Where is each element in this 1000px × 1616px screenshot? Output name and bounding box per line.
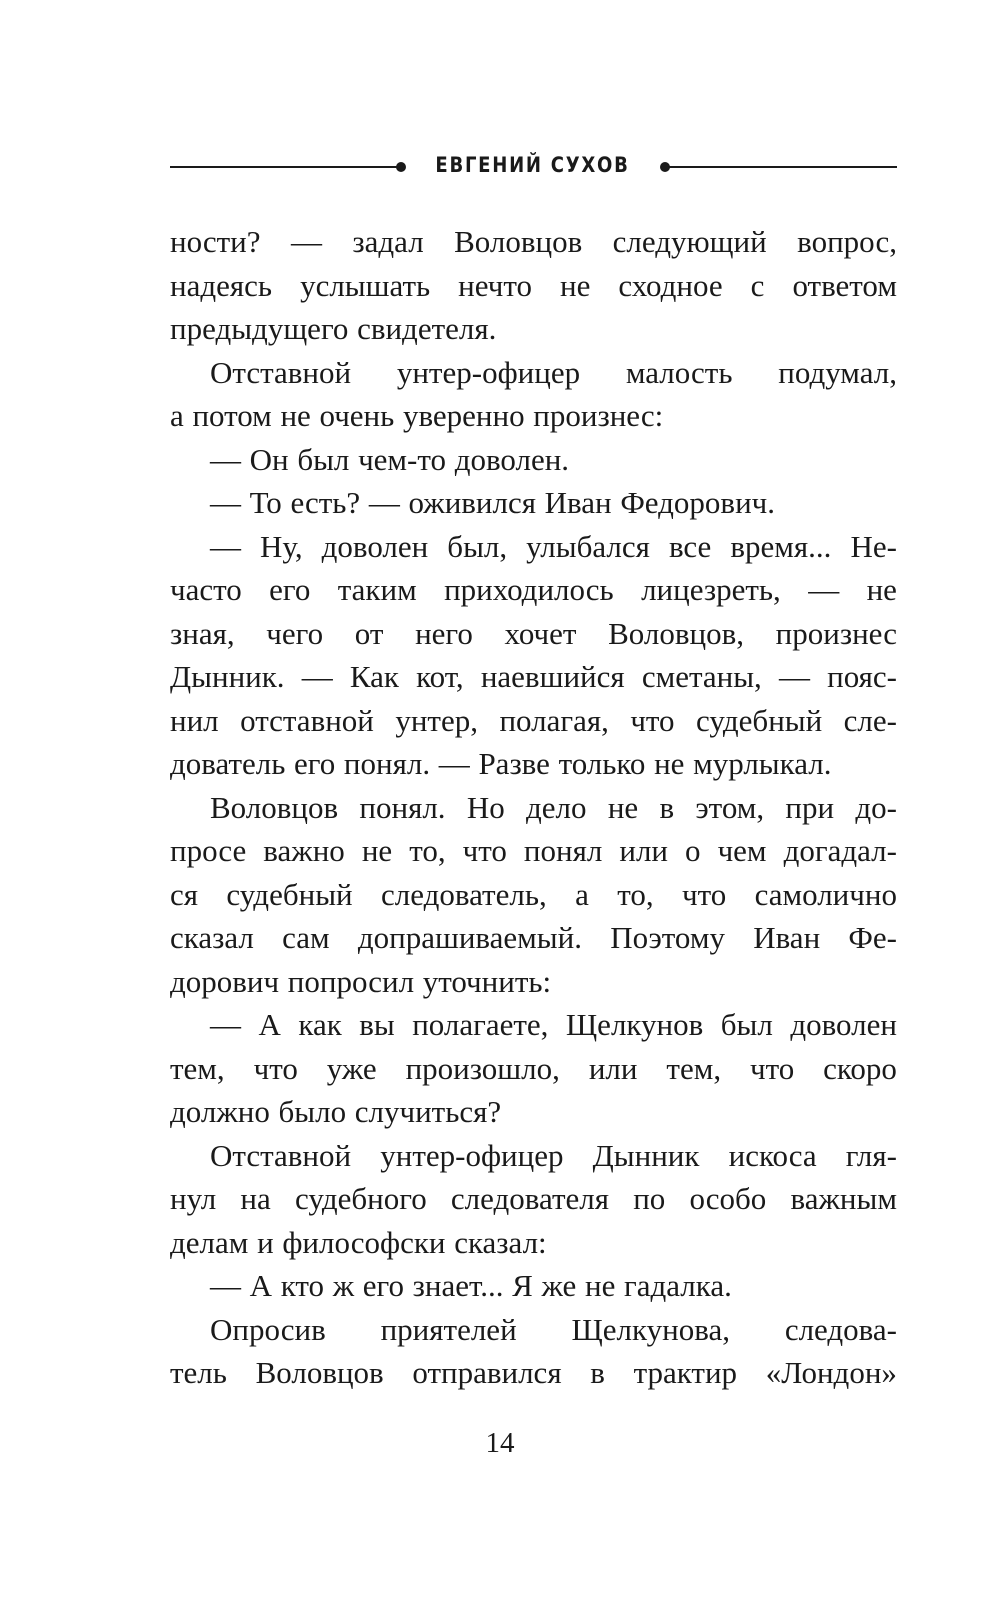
text-line: дорович попросил уточнить: [170,963,552,999]
header-bullet-left [396,162,406,172]
text-line: надеясь услышать нечто не сходное с ответом [170,267,897,303]
page-number: 14 [485,1427,515,1459]
text-line: ся судебный следователь, а то, что самолично [170,876,897,912]
text-line: делам и философски сказал: [170,1224,547,1260]
running-head-author: ЕВГЕНИЙ СУХОВ [435,153,630,177]
text-line: сказал сам допрашиваемый. Поэтому Иван Фе- [170,920,897,955]
text-line: ности? — задал Воловцов следующий вопрос, [170,224,897,259]
text-line: просе важно не то, что понял или о чем догадал- [170,833,897,868]
text-line: тель Воловцов отправился в трактир «Лондон» [170,1355,897,1390]
text-line: зная, чего от него хочет Воловцов, произнес [170,615,897,651]
header-rule-right [663,166,897,168]
text-line: дователь его понял. — Разве только не мурлыкал. [170,746,832,781]
running-header [170,150,897,184]
text-line: а потом не очень уверенно произнес: [170,398,664,433]
header-rule-left [170,166,400,168]
text-line: — Он был чем-то доволен. [210,441,570,477]
text-line: — А как вы полагаете, Щелкунов был доволен [210,1007,897,1042]
text-line: Дынник. — Как кот, наевшийся сметаны, — пояс- [170,659,897,694]
text-line: предыдущего свидетеля. [170,311,497,346]
text-line: нул на судебного следователя по особо важным [170,1181,897,1216]
text-line: должно было случиться? [170,1094,502,1129]
text-line: часто его таким приходилось лицезреть, — не [170,572,897,607]
text-line: Отставной унтер-офицер малость подумал, [210,354,897,390]
text-line: Отставной унтер-офицер Дынник искоса гля- [210,1137,897,1173]
text-line: Воловцов понял. Но дело не в этом, при до- [210,789,897,825]
text-line: — То есть? — оживился Иван Федорович. [210,485,775,520]
text-line: Опросив приятелей Щелкунова, следова- [210,1311,897,1347]
text-line: нил отставной унтер, полагая, что судебный сле- [170,702,897,738]
body-text [170,220,897,1395]
text-line: — Ну, доволен был, улыбался все время... Не- [210,528,897,564]
text-line: — А кто ж его знает... Я же не гадалка. [210,1268,732,1303]
text-line: тем, что уже произошло, или тем, что скоро [170,1050,897,1086]
